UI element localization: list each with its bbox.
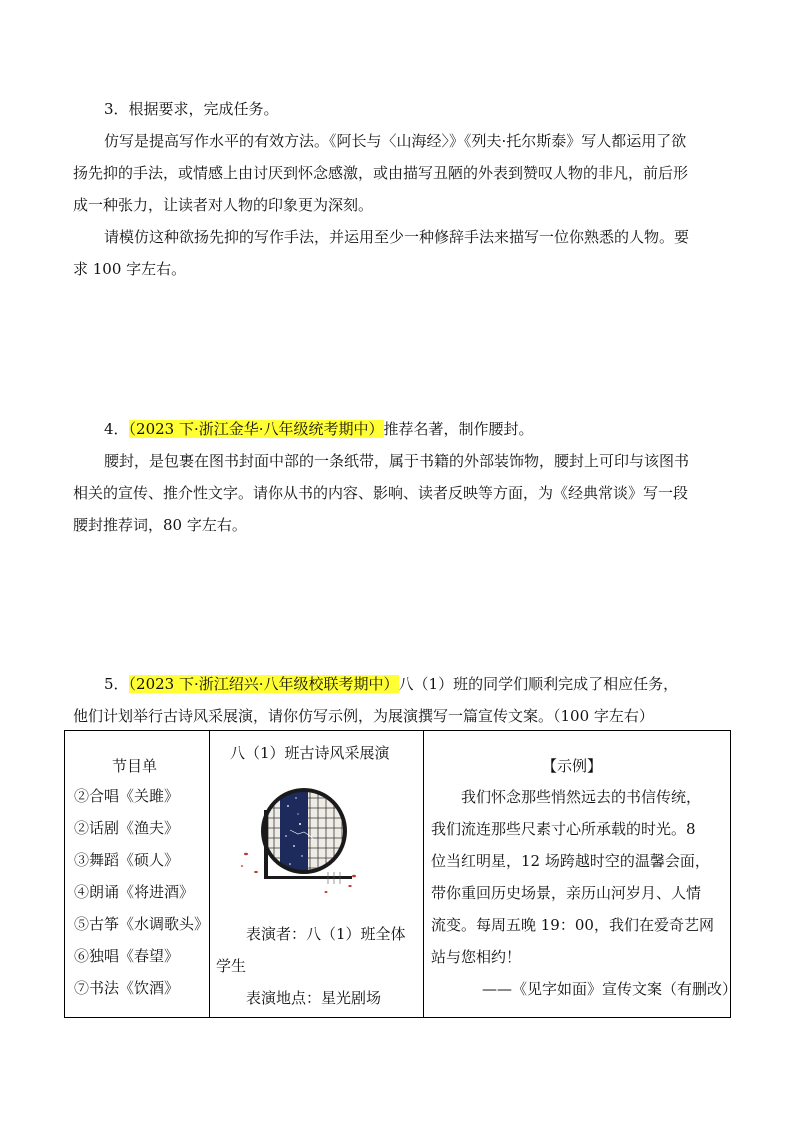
program-item-3: ③舞蹈《硕人》	[74, 851, 180, 869]
q5-source-highlight: （2023 下·浙江绍兴·八年级校联考期中）	[128, 675, 399, 693]
venue: 表演地点：星光剧场	[246, 989, 382, 1007]
program-item-6: ⑥独唱《春望》	[74, 947, 180, 965]
program-table	[64, 730, 738, 1018]
example-line-6: 站与您相约！	[431, 948, 522, 966]
q3-paragraph-2-line-2: 求 100 字左右。	[73, 260, 187, 278]
q3-paragraph-1-line-1: 仿写是提高写作水平的有效方法。《阿长与〈山海经〉》《列夫·托尔斯泰》写人都运用了欲	[104, 132, 687, 150]
program-item-7: ⑦书法《饮酒》	[74, 979, 180, 997]
program-item-4: ④朗诵《将进酒》	[74, 883, 195, 901]
q4-line-2: 相关的宣传、推介性文字。请你从书的内容、影响、读者反映等方面，为《经典常谈》写一段	[73, 484, 689, 502]
program-item-1: ②合唱《关雎》	[74, 787, 180, 805]
example-line-5: 流变。每周五晚 19：00，我们在爱奇艺网	[431, 916, 714, 934]
performer-line-2: 学生	[216, 957, 247, 975]
program-item-5: ⑤古筝《水调歌头》	[74, 915, 210, 933]
q5-number: 5．	[104, 675, 129, 693]
q5-title: 八（1）班的同学们顺利完成了相应任务，	[398, 675, 679, 693]
q4-title-line	[104, 418, 534, 440]
example-line-2: 我们流连那些尺素寸心所承载的时光。8	[431, 820, 696, 838]
q3-paragraph-1-line-2: 扬先抑的手法，或情感上由讨厌到怀念感激，或由描写丑陋的外表到赞叹人物的非凡，前后形	[73, 164, 689, 182]
program-item-2: ②话剧《渔夫》	[74, 819, 180, 837]
poster-illustration	[238, 776, 368, 896]
q4-source-highlight: （2023 下·浙江金华·八年级统考期中）	[128, 420, 384, 438]
q3-heading: 3．根据要求，完成任务。	[104, 100, 279, 118]
program-list-cell	[65, 731, 210, 1018]
example-source: ——《见字如面》宣传文案（有删改）	[482, 980, 738, 998]
example-line-3: 位当红明星，12 场跨越时空的温馨会面，	[431, 852, 710, 870]
example-cell	[424, 731, 738, 1018]
show-info-cell	[210, 731, 424, 1018]
q4-line-3: 腰封推荐词，80 字左右。	[73, 516, 247, 534]
example-title: 【示例】	[542, 757, 603, 775]
performer-line-1: 表演者：八（1）班全体	[246, 925, 406, 943]
q3-paragraph-2-line-1: 请模仿这种欲扬先抑的写作手法，并运用至少一种修辞手法来描写一位你熟悉的人物。要	[104, 228, 690, 246]
q4-line-1: 腰封，是包裹在图书封面中部的一条纸带，属于书籍的外部装饰物，腰封上可印与该图书	[104, 452, 690, 470]
q3-paragraph-1-line-3: 成一种张力，让读者对人物的印象更为深刻。	[73, 196, 374, 214]
show-title: 八（1）班古诗风采展演	[230, 744, 390, 762]
example-line-1: 我们怀念那些悄然远去的书信传统，	[461, 788, 702, 806]
example-line-4: 带你重回历史场景，亲历山河岁月、人情	[431, 884, 702, 902]
program-list-title: 节目单	[112, 757, 158, 775]
q5-line-2: 他们计划举行古诗风采展演，请你仿写示例，为展演撰写一篇宣传文案。（100 字左右）	[73, 707, 654, 725]
q4-title: 推荐名著，制作腰封。	[383, 420, 534, 438]
q5-title-line	[104, 673, 678, 695]
q4-number: 4．	[104, 420, 129, 438]
